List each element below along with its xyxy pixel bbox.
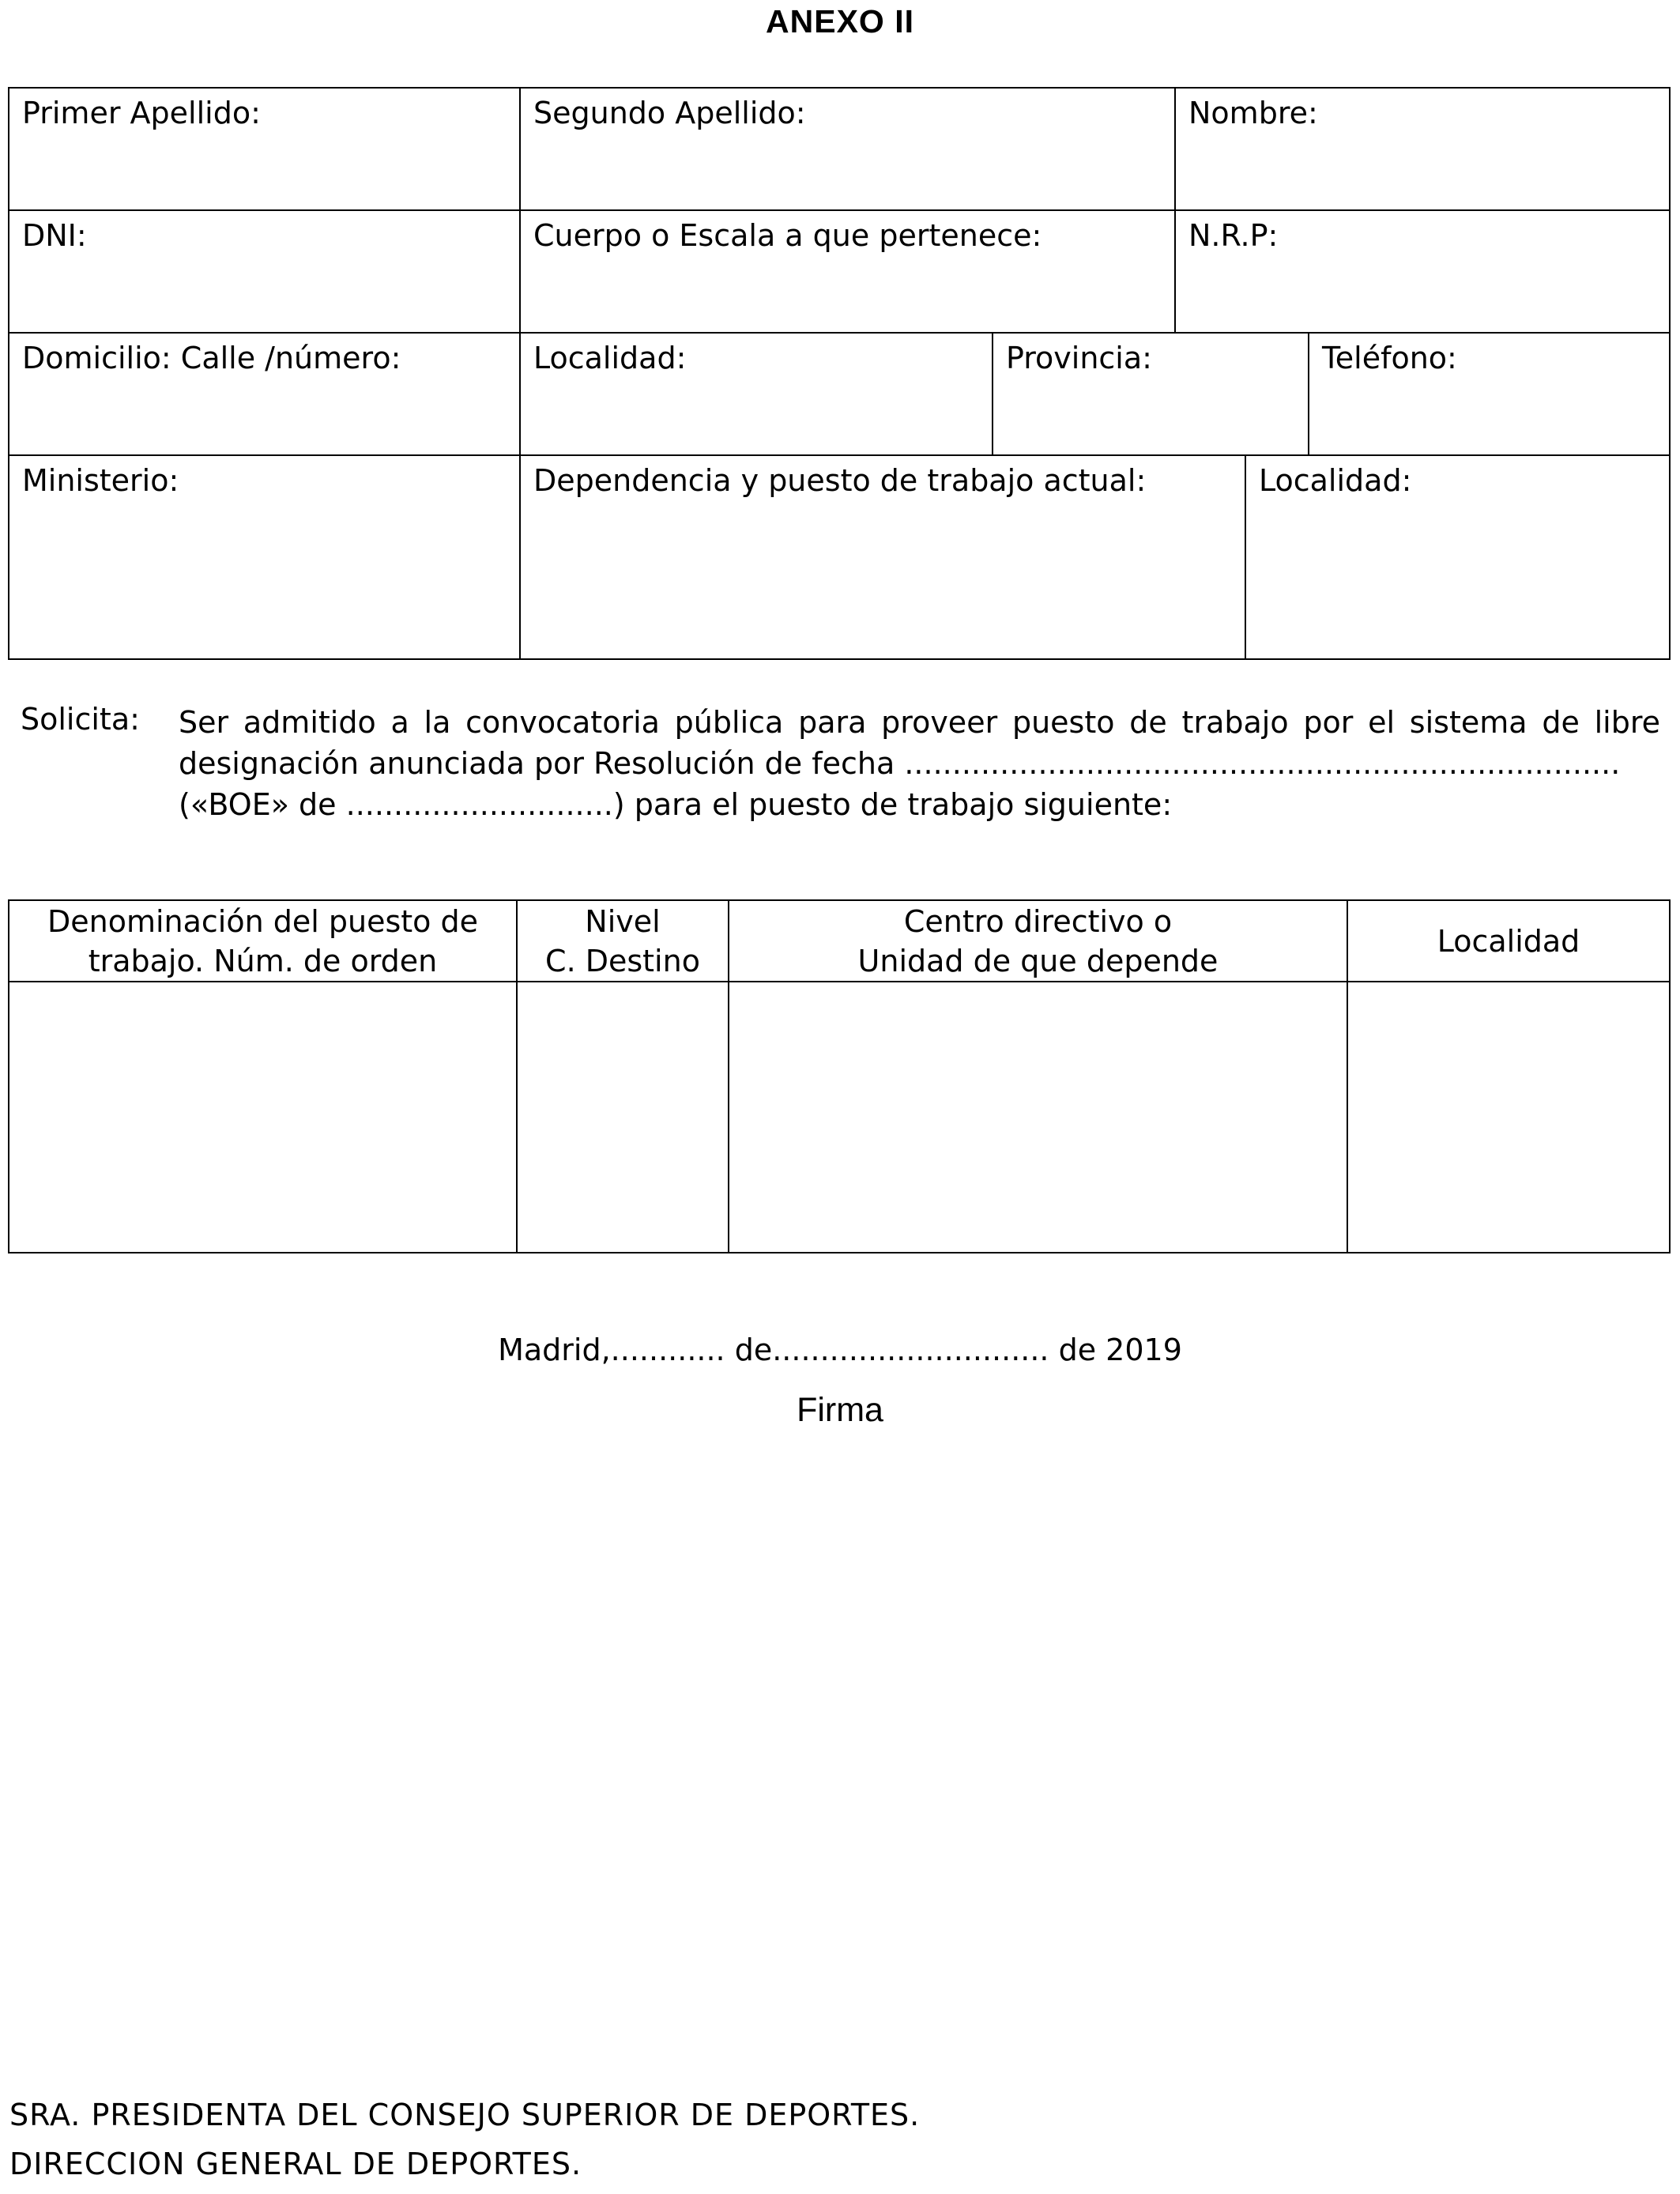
nivel-input-cell[interactable] bbox=[518, 982, 728, 1252]
header-denominacion-line2: trabajo. Núm. de orden bbox=[88, 943, 438, 978]
nombre-field[interactable]: Nombre: bbox=[1174, 87, 1671, 211]
telefono-field[interactable]: Teléfono: bbox=[1308, 332, 1671, 456]
addressee-line-1: SRA. PRESIDENTA DEL CONSEJO SUPERIOR DE DEPORTES. bbox=[9, 2098, 921, 2132]
header-centro-line2: Unidad de que depende bbox=[857, 943, 1219, 978]
dni-field[interactable]: DNI: bbox=[8, 209, 521, 334]
segundo-apellido-field[interactable]: Segundo Apellido: bbox=[519, 87, 1176, 211]
cuerpo-escala-field[interactable]: Cuerpo o Escala a que pertenece: bbox=[519, 209, 1176, 334]
header-localidad-label: Localidad bbox=[1437, 923, 1580, 959]
addressee-line-2: DIRECCION GENERAL DE DEPORTES. bbox=[9, 2147, 582, 2181]
localidad-input-cell[interactable] bbox=[1348, 982, 1669, 1252]
place-date-line: Madrid,............ de............................. de 2019 bbox=[498, 1333, 1182, 1367]
denominacion-input-cell[interactable] bbox=[9, 982, 516, 1252]
primer-apellido-field[interactable]: Primer Apellido: bbox=[8, 87, 521, 211]
localidad-field[interactable]: Localidad: bbox=[519, 332, 993, 456]
solicita-line-1: Ser admitido a la convocatoria pública para proveer puesto de trabajo por el sistema de libre bbox=[179, 705, 1660, 740]
signature-label: Firma bbox=[797, 1391, 883, 1429]
nrp-field[interactable]: N.R.P: bbox=[1174, 209, 1671, 334]
header-nivel bbox=[518, 901, 728, 981]
dependencia-puesto-field[interactable]: Dependencia y puesto de trabajo actual: bbox=[519, 454, 1246, 660]
header-centro-directivo bbox=[729, 901, 1347, 981]
header-denominacion-line1: Denominación del puesto de bbox=[47, 903, 479, 939]
provincia-field[interactable]: Provincia: bbox=[992, 332, 1309, 456]
page-title: ANEXO II bbox=[766, 3, 914, 40]
solicita-line-2: designación anunciada por Resolución de fecha ........................................................................... bbox=[179, 746, 1621, 781]
solicita-paragraph bbox=[179, 702, 1660, 825]
header-centro-line1: Centro directivo o bbox=[903, 903, 1173, 939]
header-nivel-line2: C. Destino bbox=[545, 943, 700, 978]
domicilio-field[interactable]: Domicilio: Calle /número: bbox=[8, 332, 521, 456]
header-denominacion bbox=[9, 901, 516, 981]
localidad-actual-field[interactable]: Localidad: bbox=[1245, 454, 1671, 660]
header-localidad bbox=[1348, 901, 1669, 981]
ministerio-field[interactable]: Ministerio: bbox=[8, 454, 521, 660]
centro-directivo-input-cell[interactable] bbox=[729, 982, 1347, 1252]
header-nivel-line1: Nivel bbox=[585, 903, 661, 939]
solicita-line-3: («BOE» de ............................) para el puesto de trabajo siguiente: bbox=[179, 787, 1173, 822]
solicita-label: Solicita: bbox=[21, 702, 140, 737]
